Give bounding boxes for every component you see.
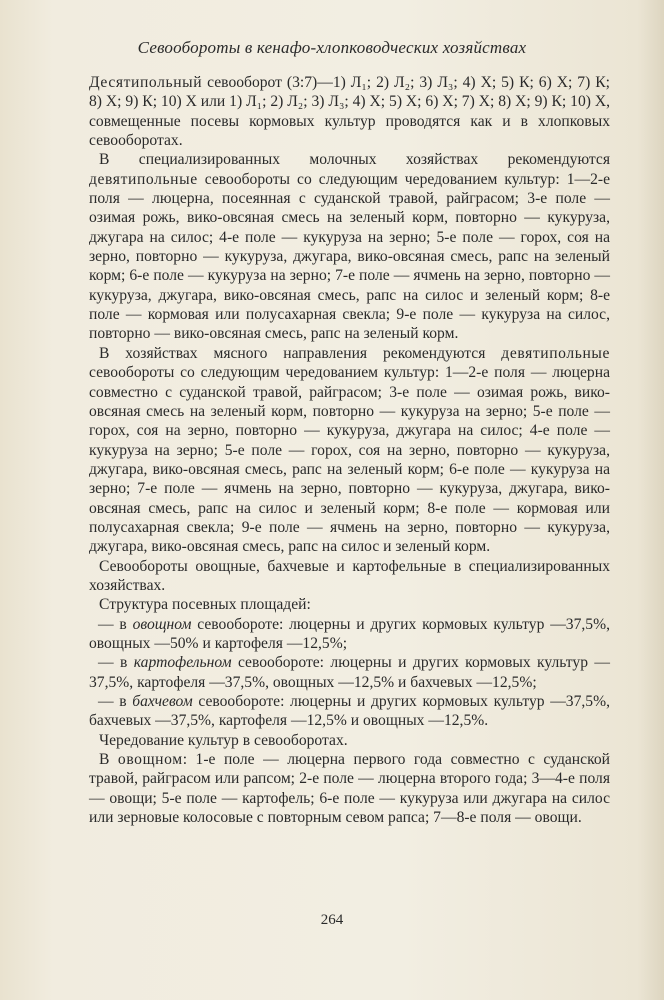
paragraph-structure-heading: Структура посевных площадей: — [99, 596, 311, 614]
term-vegetable: овощном — [117, 751, 183, 769]
term-9-field-meat: девятипольные — [501, 344, 610, 362]
paragraph-10-field-rotation: Десятипольный севооборот (3:7)—1) Л₁; 2) Л₂; 3) Л₃; 4) Х; 5) К; 6) Х; 7) К; 8) Х; 9) К; 10) Х или 1) Л₁; 2) Л₂; 3) Л₃; 4) Х; 5) Х; 6) Х; 7) Х; 8) Х; 9) К; 10) Х, совмещенные посевы кормовых культур проводятся как и в хлопковых севооборотах. — [89, 74, 610, 150]
term-10-field: Десятипольный — [89, 74, 203, 91]
paragraph-meat-farms: В хозяйствах мясного направления рекомендуются девятипольные севообороты со следующим чередованием культур: 1—2-е поля — люцерна совместно с суданской травой, райграсом; 3-е поле — озимая рожь, вико-овсяная смесь на зеленый корм, повторно — кукуруза на зерно; 5-е поле — горох, соя на зерно, повторно — кукуруза, джугара на силос; 4-е поле — кукуруза на зерно; 5-е поле — горох, соя на зерно, повторно — кукуруза, джугара, вико-овсяная смесь, рапс на зеленый корм; 6-е поле — кукуруза на зерно; 7-е поле — ячмень на зерно, повторно — кукуруза, джугара, вико-овсяная смесь, рапс на силос и зеленый корм; 8-е поле — кормовая или полусахарная свекла; 9-е поле — ячмень на зерно, повторно — кукуруза, джугара, вико-овсяная смесь, рапс на силос и зеленый корм. — [89, 344, 610, 556]
page-number: 264 — [320, 912, 344, 928]
term-9-field: девятипольные — [89, 170, 198, 188]
paragraph-vegetable-rotations: Севообороты овощные, бахчевые и картофельные в специализированных хозяйствах. — [89, 557, 610, 594]
paragraph-vegetable-rotation: В овощном: 1-е поле — люцерна первого года совместно с суданской травой, райграсом или рапсом; 2-е поле — люцерна второго года; 3—4-е поля — овощи; 5-е поле — картофель; 6-е поле — кукуруза или джугара на силос или зерновые колосовые с повторным севом рапса; 7—8-е поля — овощи. — [89, 751, 610, 827]
paragraph-melon-structure: — в бахчевом севообороте: люцерны и других кормовых культур —37,5%, бахчевых —37,5%, картофеля —12,5% и овощных —12,5%. — [89, 693, 610, 730]
paragraph-potato-structure: — в картофельном севообороте: люцерны и других кормовых культур —37,5%, картофеля —37,5%, овощных —12,5% и бахчевых —12,5%; — [89, 654, 610, 691]
paragraph-vegetable-structure: — в овощном севообороте: люцерны и других кормовых культур —37,5%, овощных —50% и картофеля —12,5%; — [89, 615, 610, 652]
paragraph-dairy-farms: В специализированных молочных хозяйствах рекомендуются девятипольные севообороты со следующим чередованием культур: 1—2-е поля — люцерна, посеянная с суданской травой, райграсом; 3-е поле — озимая рожь, вико-овсяная смесь на зеленый корм, повторно — кукуруза, джугара на силос; 4-е поле — кукуруза на зерно; 5-е поле — горох, соя на зерно, повторно — кукуруза, джугара, вико-овсяная смесь, рапс на зеленый корм; 6-е поле — кукуруза на зерно; 7-е поле — ячмень на зерно, повторно — кукуруза, джугара, вико-овсяная смесь, рапс на силос и зеленый корм; 8-е поле — кормовая или полусахарная свекла; 9-е поле — кукуруза на силос, повторно — вико-овсяная смесь, рапс на зеленый корм. — [89, 151, 610, 343]
page-body — [89, 73, 610, 827]
paragraph-rotation-heading: Чередование культур в севооборотах. — [99, 731, 348, 749]
running-header: Севообороты в кенафо-хлопководческих хозяйствах — [137, 38, 527, 57]
